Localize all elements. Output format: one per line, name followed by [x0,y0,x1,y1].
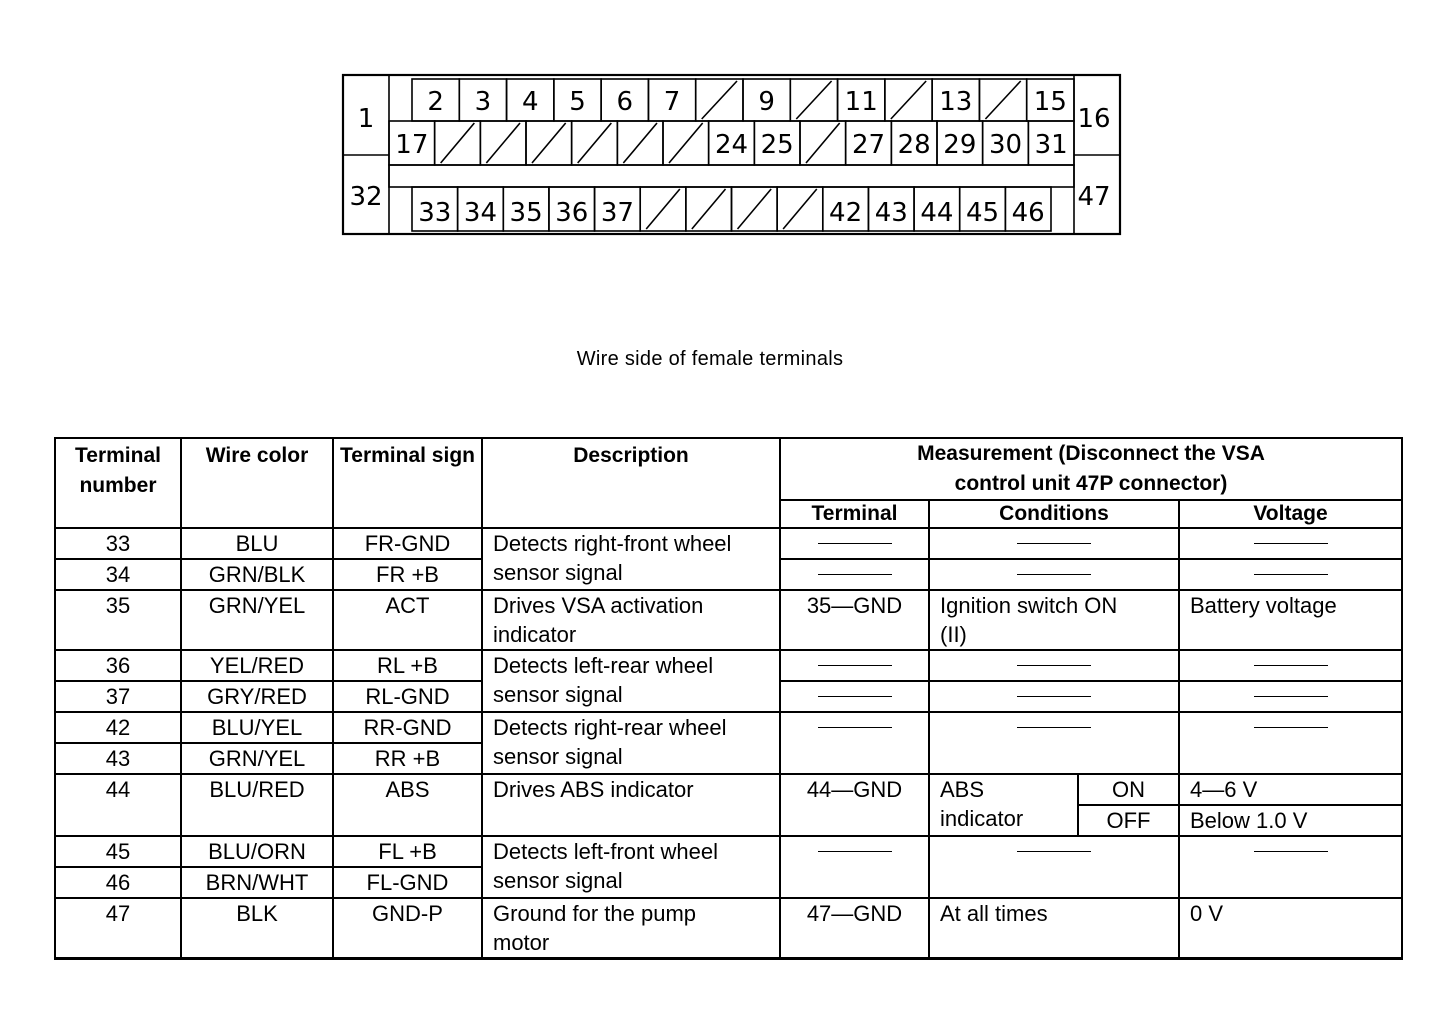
measure-condition-empty [929,681,1179,712]
empty-dash [818,574,892,575]
abs-on-voltage: 4—6 V [1179,774,1402,805]
measure-condition-empty [929,528,1179,559]
terminal-number: 36 [55,650,181,681]
measure-voltage-empty [1179,528,1402,559]
terminal-label: 6 [616,87,634,117]
empty-dash [818,851,892,852]
measure-terminal-empty [780,712,929,774]
terminal-label: 13 [939,87,973,117]
terminal-number: 47 [55,898,181,959]
terminal-label: 28 [897,130,931,160]
empty-slot-slash [532,123,566,163]
terminal-label: 42 [829,198,863,228]
terminal-sign: GND-P [333,898,482,959]
empty-slot-slash [806,123,840,163]
terminal-label: 17 [395,130,429,160]
terminal-label: 5 [569,87,586,117]
wire-color: BLK [181,898,333,959]
empty-slot-slash [738,189,772,229]
header-terminal-number: Terminal number [55,438,181,528]
measure-terminal-empty [780,681,929,712]
terminal-sign: RR-GND [333,712,482,743]
description-fl: Detects left-front wheel sensor signal [482,836,780,898]
terminal-number: 35 [55,590,181,650]
measure-voltage: 0 V [1179,898,1402,959]
terminal-sign: RR +B [333,743,482,774]
terminal-label: 35 [509,198,543,228]
terminal-label: 37 [600,198,634,228]
terminal-label: 15 [1033,87,1067,117]
measure-voltage-empty [1179,712,1402,774]
terminal-label: 27 [851,130,886,160]
measure-voltage-empty [1179,559,1402,590]
empty-dash [1017,543,1091,544]
terminal-number: 34 [55,559,181,590]
abs-off-label: OFF [1078,805,1179,836]
terminal-label: 7 [663,87,681,117]
description-rr: Detects right-rear wheel sensor signal [482,712,780,774]
measure-voltage: Battery voltage [1179,590,1402,650]
measure-condition-empty [929,712,1179,774]
terminal-number: 42 [55,712,181,743]
measure-voltage-empty [1179,681,1402,712]
header-description: Description [482,438,780,528]
terminal-label: 36 [555,198,589,228]
wire-color: GRN/YEL [181,590,333,650]
empty-dash [818,696,892,697]
terminal-number: 45 [55,836,181,867]
terminal-label: 1 [357,104,375,134]
empty-slot-slash [692,189,726,229]
wire-color: BLU/RED [181,774,333,836]
terminal-label: 30 [988,130,1023,160]
terminal-label: 29 [943,130,977,160]
terminal-sign: RL-GND [333,681,482,712]
empty-slot-slash [985,81,1020,119]
empty-slot-slash [623,123,657,163]
terminal-label: 9 [758,87,775,117]
measure-condition-empty [929,559,1179,590]
terminal-sign: FR +B [333,559,482,590]
measure-voltage-empty [1179,836,1402,898]
connector-diagram [0,0,1456,260]
connector-terminals [349,79,1110,231]
empty-dash [818,543,892,544]
terminal-sign: RL +B [333,650,482,681]
measure-condition-empty [929,650,1179,681]
description-act: Drives VSA activation indicator [482,590,780,650]
empty-slot-slash [441,123,475,163]
empty-dash [818,665,892,666]
terminal-sign: FR-GND [333,528,482,559]
terminal-label: 33 [418,198,452,228]
measure-terminal-empty [780,650,929,681]
measure-terminal: 44—GND [780,774,929,836]
terminal-number: 37 [55,681,181,712]
terminal-number: 46 [55,867,181,898]
measure-condition: Ignition switch ON (II) [929,590,1179,650]
terminal-sign: ABS [333,774,482,836]
terminal-label: 16 [1077,104,1111,134]
empty-slot-slash [891,81,926,119]
empty-dash [1017,727,1091,728]
empty-dash [818,727,892,728]
terminal-sign: FL-GND [333,867,482,898]
header-terminal: Terminal [780,500,929,528]
wire-color: BLU [181,528,333,559]
description-gnd: Ground for the pump motor [482,898,780,959]
terminal-label: 4 [521,87,539,117]
terminal-label: 25 [760,130,794,160]
measure-condition: At all times [929,898,1179,959]
terminal-label: 32 [349,182,383,212]
description-rl: Detects left-rear wheel sensor signal [482,650,780,712]
empty-slot-slash [578,123,612,163]
measure-terminal-empty [780,559,929,590]
empty-dash [1017,574,1091,575]
wire-color: YEL/RED [181,650,333,681]
description-abs: Drives ABS indicator [482,774,780,836]
empty-slot-slash [796,81,831,119]
measure-terminal: 47—GND [780,898,929,959]
wire-color: BLU/YEL [181,712,333,743]
terminal-table [54,437,1403,960]
connector-caption: Wire side of female terminals [576,348,844,370]
measure-terminal-empty [780,528,929,559]
header-wire-color: Wire color [181,438,333,528]
wire-color: GRN/YEL [181,743,333,774]
terminal-label: 24 [714,130,749,160]
terminal-label: 31 [1034,130,1068,160]
terminal-label: 45 [965,198,1000,228]
header-voltage: Voltage [1179,500,1402,528]
terminal-number: 43 [55,743,181,774]
header-conditions: Conditions [929,500,1179,528]
empty-slot-slash [783,189,817,229]
measure-terminal: 35—GND [780,590,929,650]
empty-dash [1254,851,1328,852]
empty-slot-slash [669,123,703,163]
measure-terminal-empty [780,836,929,898]
empty-dash [1254,696,1328,697]
empty-dash [1017,696,1091,697]
terminal-label: 47 [1077,182,1111,212]
terminal-sign: ACT [333,590,482,650]
empty-slot-slash [702,81,737,119]
empty-dash [1254,727,1328,728]
terminal-label: 34 [463,198,498,228]
connector-channel [389,165,1074,187]
empty-slot-slash [486,123,520,163]
terminal-number: 33 [55,528,181,559]
wire-color: BLU/ORN [181,836,333,867]
measure-condition: ABS indicator [929,774,1078,836]
terminal-label: 43 [874,198,908,228]
header-measurement: Measurement (Disconnect the VSA control unit 47P connector) [780,438,1402,500]
terminal-label: 3 [474,87,492,117]
abs-on-label: ON [1078,774,1179,805]
empty-dash [1254,665,1328,666]
description-fr: Detects right-front wheel sensor signal [482,528,780,590]
terminal-label: 11 [844,87,878,117]
measure-condition-empty [929,836,1179,898]
measure-voltage-empty [1179,650,1402,681]
wire-color: BRN/WHT [181,867,333,898]
header-terminal-sign: Terminal sign [333,438,482,528]
wire-color: GRY/RED [181,681,333,712]
empty-slot-slash [646,189,680,229]
wire-color: GRN/BLK [181,559,333,590]
terminal-label: 2 [427,87,444,117]
empty-dash [1017,851,1091,852]
empty-dash [1254,574,1328,575]
empty-dash [1017,665,1091,666]
terminal-label: 44 [920,198,954,228]
terminal-sign: FL +B [333,836,482,867]
abs-off-voltage: Below 1.0 V [1179,805,1402,836]
terminal-number: 44 [55,774,181,836]
terminal-label: 46 [1011,198,1045,228]
empty-dash [1254,543,1328,544]
